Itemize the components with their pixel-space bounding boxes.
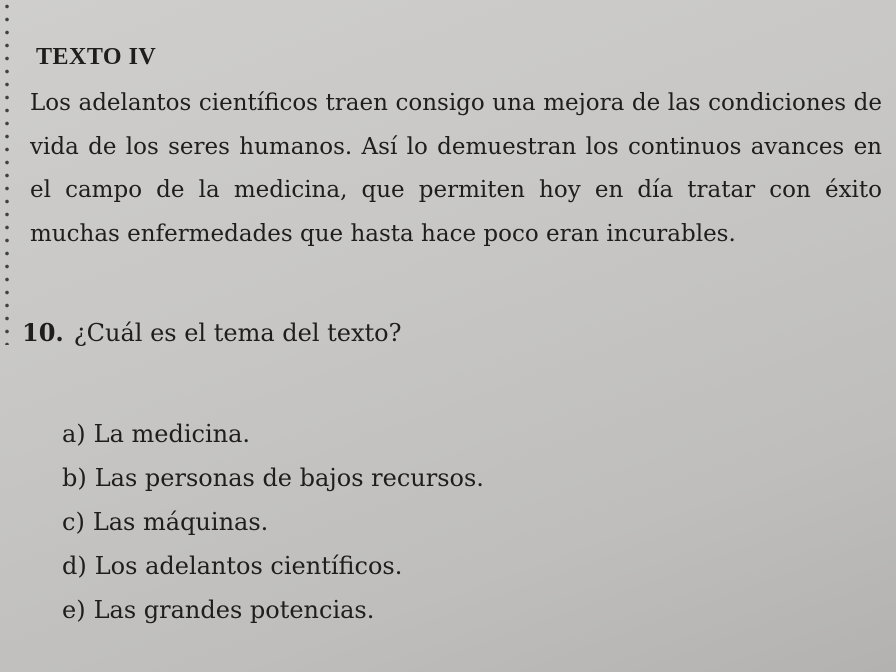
option-text: Los adelantos científicos. bbox=[94, 552, 403, 580]
question-text: ¿Cuál es el tema del texto? bbox=[73, 319, 402, 347]
option-text: Las grandes potencias. bbox=[93, 596, 375, 624]
answer-option-d[interactable] bbox=[62, 544, 484, 588]
reading-passage: Los adelantos científicos traen consigo una mejora de las condiciones de vida de los seres humanos. Así lo demuestran los continuos avances en el campo de la medicina, que permiten hoy en día tratar con éxito muchas enfermedades que hasta hace poco eran incurables. bbox=[30, 90, 882, 247]
dotted-margin-decoration bbox=[4, 0, 10, 345]
option-letter: d) bbox=[62, 552, 87, 580]
answer-option-b[interactable] bbox=[62, 456, 484, 500]
answer-option-a[interactable] bbox=[62, 412, 484, 456]
option-letter: e) bbox=[62, 596, 86, 624]
option-letter: a) bbox=[62, 420, 86, 448]
option-letter: c) bbox=[62, 508, 85, 536]
question-number: 10. bbox=[22, 318, 64, 347]
answer-options bbox=[62, 412, 484, 632]
option-text: Las máquinas. bbox=[92, 508, 269, 536]
section-title: TEXTO IV bbox=[36, 44, 157, 70]
option-text: Las personas de bajos recursos. bbox=[94, 464, 484, 492]
question bbox=[22, 318, 401, 347]
option-text: La medicina. bbox=[93, 420, 251, 448]
option-letter: b) bbox=[62, 464, 87, 492]
answer-option-e[interactable] bbox=[62, 588, 484, 632]
answer-option-c[interactable] bbox=[62, 500, 484, 544]
